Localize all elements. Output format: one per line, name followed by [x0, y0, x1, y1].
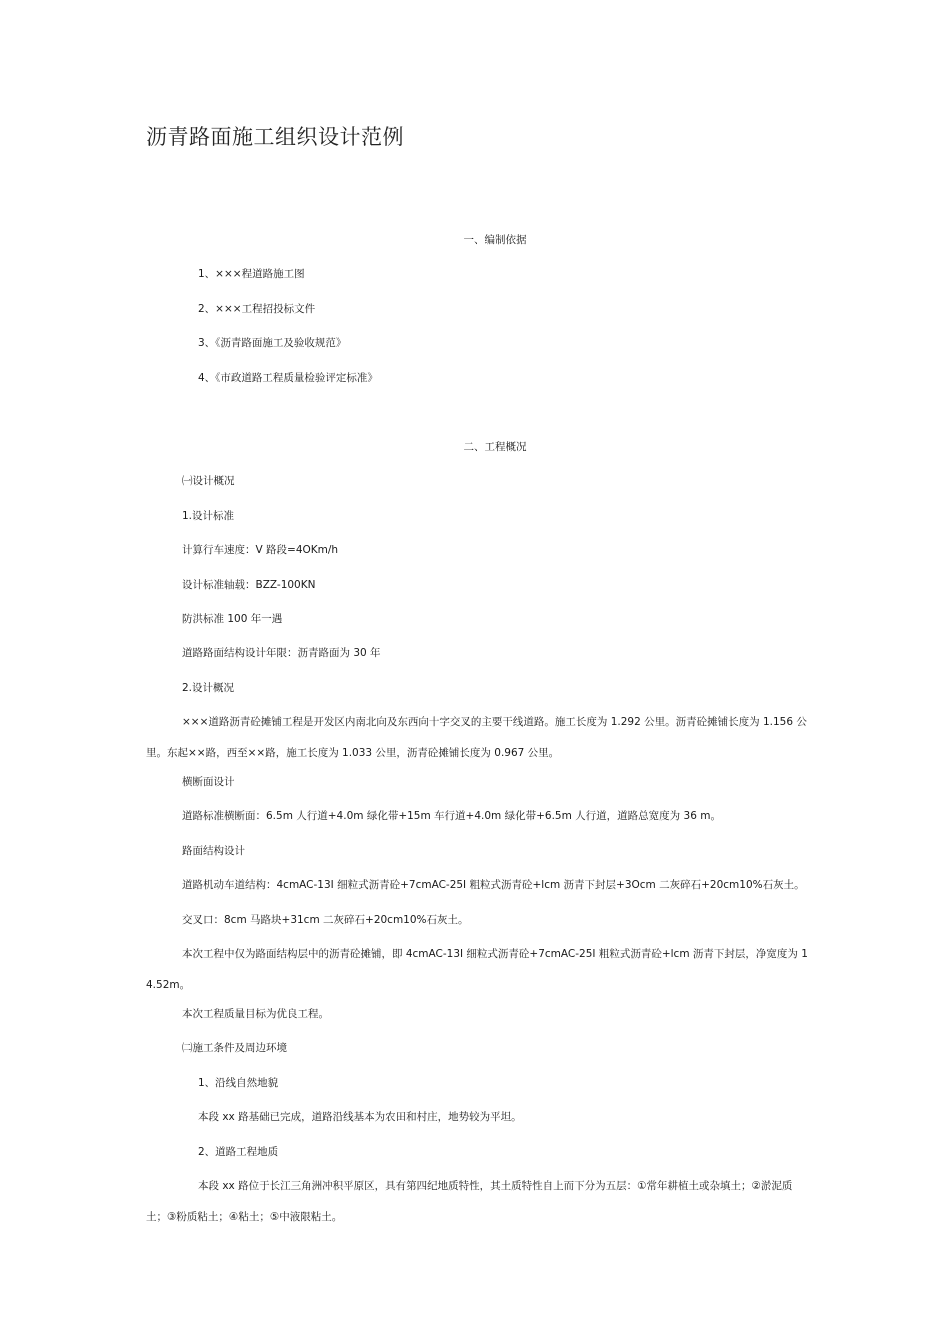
geology-paragraph: 本段 xx 路位于长江三角洲冲积平原区，具有第四纪地质特性，其土质特性自上而下分为五层：①常年耕植土或杂填土；②淤泥质土；③粉质粘土；④粘土；⑤中液限粘土。: [146, 1180, 793, 1223]
cross-section-title: 横断面设计: [182, 776, 235, 788]
terrain-text: 本段 xx 路基础已完成，道路沿线基本为农田和村庄，地势较为平坦。: [198, 1111, 522, 1123]
subsection-design-overview: ㈠设计概况: [182, 475, 235, 487]
geology-title: 2、道路工程地质: [198, 1146, 279, 1158]
subsection-conditions: ㈡施工条件及周边环境: [182, 1042, 287, 1054]
design-axle-load: 设计标准轴载：BZZ-100KN: [182, 579, 316, 591]
design-overview-title: 2.设计概况: [182, 682, 235, 694]
section-heading-overview: 二、工程概况: [463, 441, 527, 453]
terrain-title: 1、沿线自然地貌: [198, 1077, 279, 1089]
basis-item-1: 1、×××程道路施工图: [198, 268, 305, 280]
intersection-text: 交叉口：8cm 马路块+31cm 二灰碎石+20cm10%石灰土。: [182, 914, 469, 926]
design-standard-title: 1.设计标准: [182, 510, 235, 522]
design-speed: 计算行车速度：V 路段=4OKm/h: [182, 544, 339, 556]
pavement-structure-title: 路面结构设计: [182, 845, 245, 857]
document-title: 沥青路面施工组织设计范例: [146, 125, 404, 149]
pavement-structure-text: 道路机动车道结构：4cmAC-13I 细粒式沥青砼+7cmAC-25I 粗粒式沥青砼+lcm 沥青下封层+3Ocm 二灰碎石+20cm10%石灰土。: [182, 879, 805, 891]
cross-section-text: 道路标准横断面：6.5m 人行道+4.0m 绿化带+15m 车行道+4.0m 绿化带+6.5m 人行道，道路总宽度为 36 m。: [182, 810, 721, 822]
quality-target: 本次工程质量目标为优良工程。: [182, 1008, 329, 1020]
section-heading-basis: 一、编制依据: [463, 234, 527, 246]
design-overview-paragraph: ×××道路沥青砼摊铺工程是开发区内南北向及东西向十字交叉的主要干线道路。施工长度为 1.292 公里。沥青砼摊铺长度为 1.156 公里。东起××路，西至××路，施工长度为 1.033 公里，沥青砼摊铺长度为 0.967 公里。: [146, 716, 807, 759]
design-life: 道路路面结构设计年限：沥青路面为 30 年: [182, 647, 381, 659]
basis-item-4: 4、《市政道路工程质量检验评定标准》: [198, 372, 378, 384]
flood-standard: 防洪标准 100 年一遇: [182, 613, 283, 625]
basis-item-2: 2、×××工程招投标文件: [198, 303, 316, 315]
basis-item-3: 3、《沥青路面施工及验收规范》: [198, 337, 347, 349]
scope-paragraph: 本次工程中仅为路面结构层中的沥青砼摊铺，即 4cmAC-13I 细粒式沥青砼+7cmAC-25I 粗粒式沥青砼+lcm 沥青下封层，净宽度为 14.52m。: [146, 948, 808, 991]
